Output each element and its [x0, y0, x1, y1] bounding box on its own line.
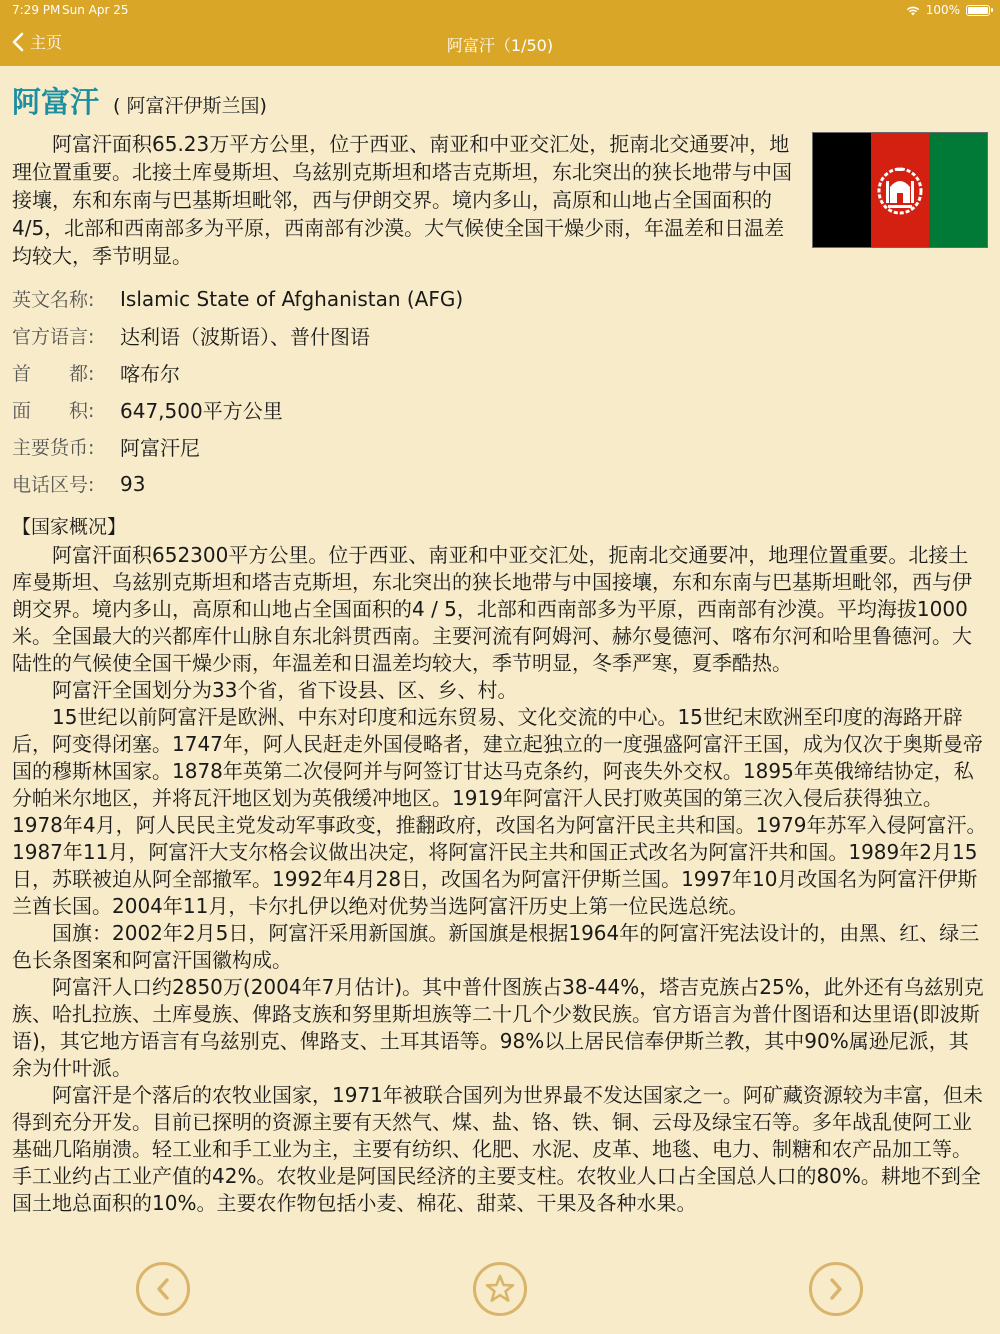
info-list	[12, 280, 988, 502]
country-full-name: ( 阿富汗伊斯兰国)	[113, 95, 267, 117]
info-value: 阿富汗尼	[120, 436, 200, 460]
overview-paragraph: 15世纪以前阿富汗是欧洲、中东对印度和远东贸易、文化交流的中心。15世纪末欧洲至印度的海路开辟后，阿变得闭塞。1747年，阿人民赶走外国侵略者，建立起独立的一度强盛阿富汗王国，成为仅次于奥斯曼帝国的穆斯林国家。1878年英第二次侵阿并与阿签订甘达马克条约，阿丧失外交权。1895年英俄缔结协定，私分帕米尔地区，并将瓦汗地区划为英俄缓冲地区。1919年阿富汗人民打败英国的第三次入侵后获得独立。1978年4月，阿人民民主党发动军事政变，推翻政府，改国名为阿富汗民主共和国。1979年苏军入侵阿富汗。1987年11月，阿富汗大支尔格会议做出决定，将阿富汗民主共和国正式改名为阿富汗共和国。1989年2月15日，苏联被迫从阿全部撤军。1992年4月28日，改国名为阿富汗伊斯兰国。1997年10月改国名为阿富汗伊斯兰酋长国。2004年11月，卡尔扎伊以绝对优势当选阿富汗历史上第一位民选总统。	[12, 705, 987, 918]
overview-paragraph: 阿富汗面积652300平方公里。位于西亚、南亚和中亚交汇处，扼南北交通要冲，地理位置重要。北接土库曼斯坦、乌兹别克斯坦和塔吉克斯坦，东北突出的狭长地带与中国接壤，东和东南与巴基斯坦毗邻，西与伊朗交界。境内多山，高原和山地占全国面积的4 / 5，北部和西南部多为平原，西南部有沙漠。平均海拔1000米。全国最大的兴都库什山脉自东北斜贯西南。主要河流有阿姆河、赫尔曼德河、喀布尔河和哈里鲁德河。大陆性的气候使全国干燥少雨，年温差和日温差均较大，季节明显，冬季严寒，夏季酷热。	[12, 543, 972, 675]
flag-image	[812, 132, 988, 248]
status-time: 7:29 PM	[12, 3, 61, 17]
section-title: 【国家概况】	[12, 516, 127, 538]
info-row-capital	[12, 354, 988, 391]
info-row-phone-code	[12, 465, 988, 502]
status-date: Sun Apr 25	[62, 3, 129, 17]
info-key: 首 都:	[12, 363, 95, 385]
flag-band-black	[813, 133, 871, 247]
previous-button[interactable]	[136, 1262, 190, 1316]
info-row-area	[12, 391, 988, 428]
info-value: Islamic State of Afghanistan (AFG)	[120, 286, 464, 311]
next-button[interactable]	[809, 1262, 863, 1316]
flag-band-green	[929, 133, 987, 247]
info-key: 官方语言:	[12, 326, 95, 348]
info-row-english-name	[12, 280, 988, 317]
overview-paragraph: 阿富汗是个落后的农牧业国家，1971年被联合国列为世界最不发达国家之一。阿矿藏资源较为丰富，但未得到充分开发。目前已探明的资源主要有天然气、煤、盐、铬、铁、铜、云母及绿宝石等。多年战乱使阿工业基础几陷崩溃。轻工业和手工业为主，主要有纺织、化肥、水泥、皮革、地毯、电力、制糖和农产品加工等。手工业约占工业产值的42%。农牧业是阿国民经济的主要支柱。农牧业人口占全国总人口的80%。耕地不到全国土地总面积的10%。主要农作物包括小麦、棉花、甜菜、干果及各种水果。	[12, 1083, 983, 1215]
info-key: 英文名称:	[12, 289, 95, 311]
bottom-controls	[0, 1266, 1000, 1334]
info-key: 面 积:	[12, 400, 95, 422]
battery-percent: 100%	[925, 3, 960, 17]
info-key: 主要货币:	[12, 437, 95, 459]
country-name: 阿富汗	[12, 85, 100, 119]
intro-section	[12, 130, 988, 270]
wifi-icon	[906, 5, 920, 16]
nav-title: 阿富汗（1/50)	[446, 36, 554, 55]
status-right	[906, 3, 990, 17]
nav-bar	[0, 22, 1000, 66]
info-key: 电话区号:	[12, 474, 95, 496]
info-value: 喀布尔	[120, 362, 180, 386]
status-bar	[0, 0, 1000, 22]
intro-text: 阿富汗面积65.23万平方公里，位于西亚、南亚和中亚交汇处，扼南北交通要冲，地理位置重要。北接土库曼斯坦、乌兹别克斯坦和塔吉克斯坦，东北突出的狭长地带与中国接壤，东和东南与巴基斯坦毗邻，西与伊朗交界。境内多山，高原和山地占全国面积的4/5，北部和西南部多为平原，西南部有沙漠。大气候使全国干燥少雨，年温差和日温差均较大，季节明显。	[12, 132, 792, 268]
info-row-language	[12, 317, 988, 354]
info-row-currency	[12, 428, 988, 465]
back-label: 主页	[30, 33, 63, 52]
country-detail[interactable]	[0, 66, 1000, 1266]
info-value: 647,500平方公里	[120, 399, 283, 423]
overview-paragraph: 国旗：2002年2月5日，阿富汗采用新国旗。新国旗是根据1964年的阿富汗宪法设计的，由黑、红、绿三色长条图案和阿富汗国徽构成。	[12, 921, 980, 972]
chevron-left-icon	[153, 1276, 173, 1302]
overview-paragraph: 阿富汗全国划分为33个省，省下设县、区、乡、村。	[52, 678, 518, 702]
emblem-icon	[875, 163, 925, 217]
info-value: 达利语（波斯语）、普什图语	[120, 325, 370, 349]
overview-paragraph: 阿富汗人口约2850万(2004年7月估计)。其中普什图族占38-44%，塔吉克族占25%，此外还有乌兹别克族、哈扎拉族、土库曼族、俾路支族和努里斯坦族等二十几个少数民族。官方语言为普什图语和达里语(即波斯语)，其它地方语言有乌兹别克、俾路支、土耳其语等。98%以上居民信奉伊斯兰教，其中90%属逊尼派，其余为什叶派。	[12, 975, 984, 1080]
favorite-button[interactable]	[473, 1262, 527, 1316]
star-icon	[484, 1273, 516, 1305]
battery-icon	[966, 5, 990, 16]
chevron-right-icon	[826, 1276, 846, 1302]
title-row	[12, 80, 988, 124]
info-value: 93	[120, 471, 146, 496]
top-bar	[0, 0, 1000, 66]
